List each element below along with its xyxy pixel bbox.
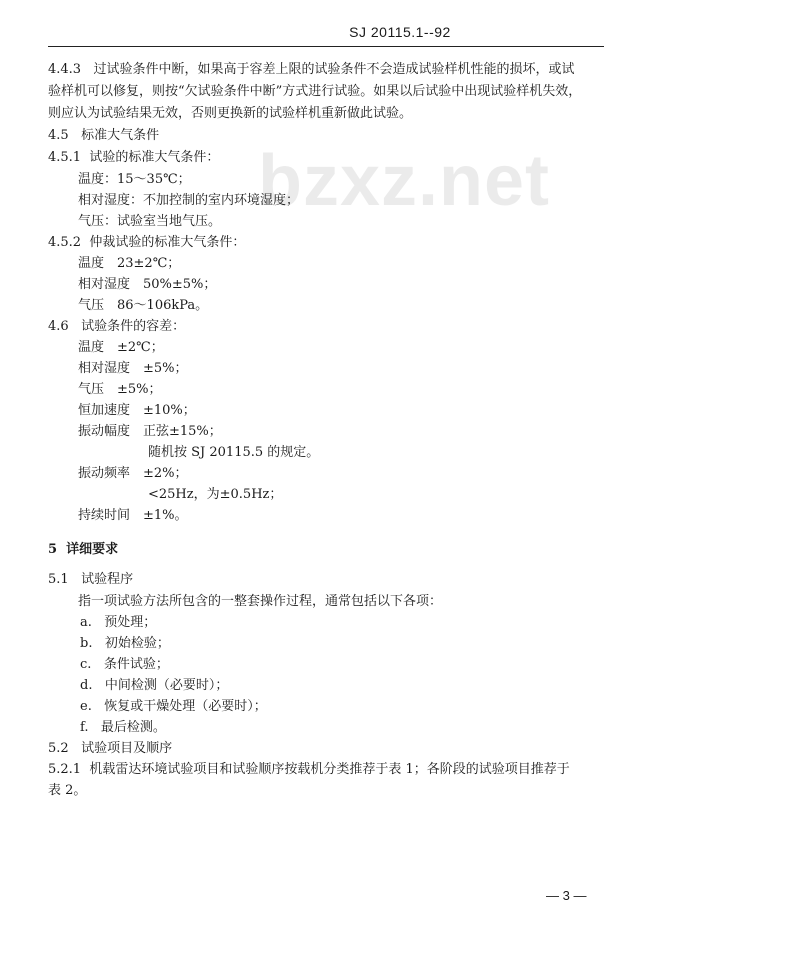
clause-title: 试验条件的容差： — [81, 319, 186, 334]
clause-number: 4.4.3 — [48, 62, 82, 77]
item-text: 预处理； — [104, 615, 157, 630]
section-title: 试验程序 — [81, 572, 134, 587]
clause-number: 4.5.1 — [48, 150, 82, 165]
item-letter: e. — [80, 699, 92, 714]
page-number: — 3 — — [546, 888, 587, 903]
condition-item: 温度：15～35℃； — [78, 172, 191, 187]
clause-5-2-1-line-2: 表 2。 — [48, 783, 87, 798]
item-text: 中间检测（必要时）； — [104, 678, 229, 693]
clause-title: 试验的标准大气条件： — [89, 150, 220, 165]
header-rule — [48, 46, 604, 47]
tolerance-item: <25Hz，为±0.5Hz； — [148, 487, 283, 502]
tolerance-item: 随机按 SJ 20115.5 的规定。 — [148, 445, 320, 460]
clause-5-2-1-line-1 — [48, 762, 570, 778]
condition-item: 温度 23±2℃； — [78, 256, 181, 271]
tolerance-item: 恒加速度 ±10%； — [78, 403, 196, 418]
clause-4-6-heading — [48, 319, 185, 335]
procedure-item — [80, 699, 267, 715]
item-text: 条件试验； — [103, 657, 169, 672]
item-letter: d. — [80, 678, 93, 693]
clause-4-5-1-heading — [48, 150, 219, 166]
item-letter: b. — [80, 636, 93, 651]
procedure-item — [80, 615, 156, 631]
section-number: 4.5 — [48, 128, 69, 143]
section-title: 试验项目及顺序 — [81, 741, 173, 756]
section-title: 详细要求 — [66, 542, 119, 557]
tolerance-item: 气压 ±5%； — [78, 382, 162, 397]
tolerance-item: 温度 ±2℃； — [78, 340, 164, 355]
clause-text: 机载雷达环境试验项目和试验顺序按载机分类推荐于表 1；各阶段的试验项目推荐于 — [89, 762, 570, 777]
procedure-intro: 指一项试验方法所包含的一整套操作过程，通常包括以下各项： — [78, 594, 443, 609]
clause-number: 4.6 — [48, 319, 69, 334]
section-number: 5.1 — [48, 572, 69, 587]
section-4-5-heading — [48, 128, 159, 144]
tolerance-item: 持续时间 ±1%。 — [78, 508, 188, 523]
procedure-item — [80, 636, 170, 652]
item-text: 初始检验； — [104, 636, 170, 651]
item-letter: a. — [80, 615, 92, 630]
condition-item: 相对湿度 50%±5%； — [78, 277, 217, 292]
condition-item: 气压：试验室当地气压。 — [78, 214, 222, 229]
clause-number: 5.2.1 — [48, 762, 82, 777]
procedure-item — [80, 657, 169, 673]
tolerance-item: 振动频率 ±2%； — [78, 466, 188, 481]
condition-item: 相对湿度：不加控制的室内环境湿度； — [78, 193, 300, 208]
procedure-item — [80, 720, 166, 736]
clause-4-4-3-line-1 — [48, 62, 575, 78]
item-letter: f. — [80, 720, 89, 735]
clause-number: 4.5.2 — [48, 235, 82, 250]
procedure-item — [80, 678, 228, 694]
clause-title: 仲裁试验的标准大气条件： — [89, 235, 246, 250]
item-text: 最后检测。 — [100, 720, 166, 735]
section-5-2-heading — [48, 741, 172, 757]
item-text: 恢复或干燥处理（必要时）； — [104, 699, 267, 714]
section-5-1-heading — [48, 572, 133, 588]
clause-4-5-2-heading — [48, 235, 245, 251]
section-title: 标准大气条件 — [81, 128, 160, 143]
tolerance-item: 相对湿度 ±5%； — [78, 361, 188, 376]
tolerance-item: 振动幅度 正弦±15%； — [78, 424, 222, 439]
clause-text: 过试验条件中断，如果高于容差上限的试验条件不会造成试验样机性能的损坏，或试 — [93, 62, 575, 77]
standard-code: SJ 20115.1--92 — [349, 24, 451, 40]
watermark: bzxz.net — [258, 141, 551, 221]
section-number: 5.2 — [48, 741, 69, 756]
section-5-heading — [48, 542, 118, 558]
section-number: 5 — [48, 542, 58, 557]
clause-4-4-3-line-2: 验样机可以修复，则按“欠试验条件中断”方式进行试验。如果以后试验中出现试验样机失效， — [48, 84, 582, 99]
condition-item: 气压 86～106kPa。 — [78, 298, 209, 313]
clause-4-4-3-line-3: 则应认为试验结果无效，否则更换新的试验样机重新做此试验。 — [48, 106, 413, 121]
item-letter: c. — [80, 657, 92, 672]
